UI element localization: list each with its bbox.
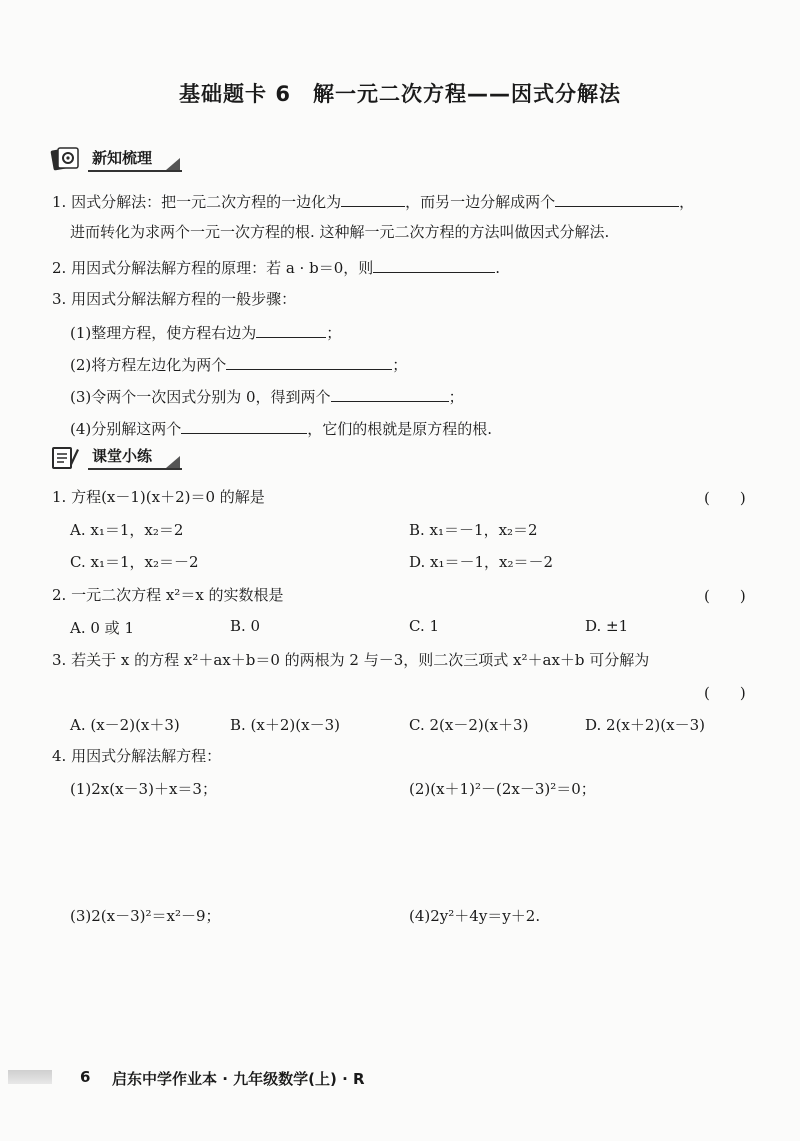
- fill-blank[interactable]: [226, 353, 392, 370]
- practice-question-3: 3. 若关于 x 的方程 x²＋ax＋b＝0 的两根为 2 与－3，则二次三项式 x²＋ax＋b 可分解为: [52, 651, 650, 669]
- text: ，它们的根就是原方程的根.: [307, 420, 493, 438]
- knowledge-item-3: 3. 用因式分解法解方程的一般步骤：: [52, 290, 297, 308]
- step-4: [70, 417, 492, 439]
- text: ；: [448, 388, 464, 406]
- text: ；: [326, 324, 342, 342]
- knowledge-item-2: [52, 256, 500, 278]
- section-label: 课堂小练: [88, 444, 182, 470]
- answer-parentheses[interactable]: ( ): [704, 489, 746, 507]
- option-a[interactable]: A. (x－2)(x＋3): [70, 716, 180, 734]
- option-b[interactable]: B. 0: [230, 617, 261, 635]
- knowledge-item-1: [52, 190, 694, 212]
- footer-title: 启东中学作业本 · 九年级数学(上) · R: [112, 1070, 365, 1088]
- knowledge-item-1-cont: 进而转化为求两个一元一次方程的根. 这种解一元二次方程的方法叫做因式分解法.: [70, 223, 610, 241]
- text: (1)整理方程，使方程右边为: [70, 324, 257, 342]
- option-b[interactable]: B. x₁＝－1，x₂＝2: [409, 521, 538, 539]
- step-1: [70, 321, 341, 343]
- option-a[interactable]: A. 0 或 1: [70, 619, 134, 637]
- practice-question-1: 1. 方程(x－1)(x＋2)＝0 的解是: [52, 488, 265, 506]
- text: ，而另一边分解成两个: [405, 193, 556, 211]
- option-d[interactable]: D. 2(x＋2)(x－3): [585, 716, 705, 734]
- page-footer: [0, 1068, 800, 1092]
- text: (4)分别解这两个: [70, 420, 182, 438]
- option-d[interactable]: D. ±1: [585, 617, 629, 635]
- equation-4: (4)2y²＋4y＝y＋2.: [409, 907, 541, 925]
- text: ；: [392, 356, 408, 374]
- section-label: 新知梳理: [88, 146, 182, 172]
- fill-blank[interactable]: [331, 385, 449, 402]
- option-b[interactable]: B. (x＋2)(x－3): [230, 716, 340, 734]
- practice-question-2: 2. 一元二次方程 x²＝x 的实数根是: [52, 586, 284, 604]
- answer-parentheses[interactable]: ( ): [704, 684, 746, 702]
- step-2: [70, 353, 407, 375]
- text: 2. 用因式分解法解方程的原理：若 a · b＝0，则: [52, 259, 374, 277]
- text: 1. 因式分解法：把一元二次方程的一边化为: [52, 193, 342, 211]
- gear-card-icon: [50, 146, 80, 172]
- option-c[interactable]: C. 1: [409, 617, 440, 635]
- practice-question-4: 4. 用因式分解法解方程：: [52, 747, 222, 765]
- fill-blank[interactable]: [555, 190, 679, 207]
- section-header-new-knowledge: [50, 146, 182, 172]
- option-c[interactable]: C. 2(x－2)(x＋3): [409, 716, 529, 734]
- fill-blank[interactable]: [256, 321, 326, 338]
- text: ，: [679, 193, 695, 211]
- page-number: 6: [80, 1068, 91, 1086]
- notebook-pencil-icon: [50, 444, 80, 470]
- option-d[interactable]: D. x₁＝－1，x₂＝－2: [409, 553, 554, 571]
- text: .: [495, 259, 501, 277]
- fill-blank[interactable]: [181, 417, 307, 434]
- fill-blank[interactable]: [341, 190, 405, 207]
- equation-3: (3)2(x－3)²＝x²－9；: [70, 907, 221, 925]
- step-3: [70, 385, 464, 407]
- option-c[interactable]: C. x₁＝1，x₂＝－2: [70, 553, 199, 571]
- page-title: 基础题卡 6 解一元二次方程——因式分解法: [179, 82, 621, 106]
- text: (3)令两个一次因式分别为 0，得到两个: [70, 388, 331, 406]
- footer-bar: [8, 1070, 52, 1084]
- section-header-classroom-practice: [50, 444, 182, 470]
- text: (2)将方程左边化为两个: [70, 356, 227, 374]
- fill-blank[interactable]: [373, 256, 495, 273]
- equation-1: (1)2x(x－3)＋x＝3；: [70, 780, 217, 798]
- option-a[interactable]: A. x₁＝1，x₂＝2: [70, 521, 184, 539]
- answer-parentheses[interactable]: ( ): [704, 587, 746, 605]
- equation-2: (2)(x＋1)²－(2x－3)²＝0；: [409, 780, 596, 798]
